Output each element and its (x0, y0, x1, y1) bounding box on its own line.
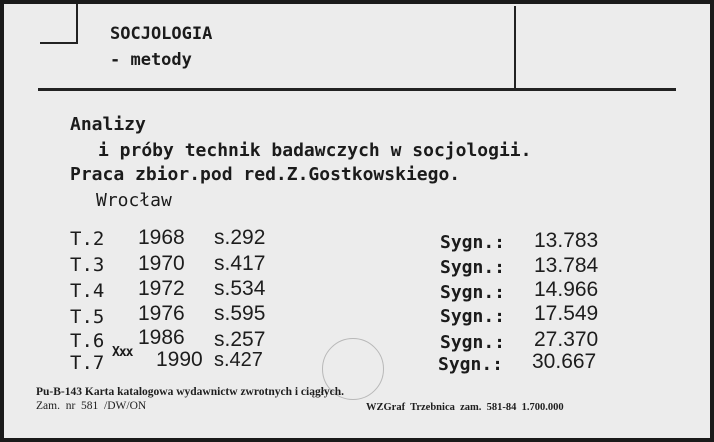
signature-label: Sygn.: (438, 354, 504, 375)
signature-label: Sygn.: (440, 257, 506, 278)
signature-label: Sygn.: (440, 306, 506, 327)
volume-year: 1976 (138, 302, 185, 325)
overstrike-mark: Xxx (112, 345, 133, 360)
header-divider-vertical (514, 6, 516, 88)
subject-heading: SOCJOLOGIA (110, 24, 213, 44)
volume-number: T.3 (70, 254, 105, 276)
volume-year: 1990 (156, 348, 203, 371)
signature-number: 27.370 (534, 328, 599, 351)
signature-number: 17.549 (534, 302, 599, 325)
form-footer-printer: WZGraf Trzebnica zam. 581-84 1.700.000 (366, 402, 564, 413)
volume-pages: s.292 (214, 226, 266, 249)
volume-year: 1970 (138, 252, 185, 275)
volume-year: 1986 (138, 326, 185, 349)
volume-pages: s.427 (214, 349, 263, 371)
volume-pages: s.257 (214, 328, 266, 351)
catalog-card (4, 4, 710, 438)
signature-number: 14.966 (534, 278, 599, 301)
subject-subheading: - metody (110, 50, 192, 70)
volume-number: T.6 (70, 330, 105, 352)
publication-place: Wrocław (96, 190, 172, 211)
signature-label: Sygn.: (440, 232, 506, 253)
signature-number: 13.784 (534, 254, 599, 277)
title-line-2: i próby technik badawczych w socjologii. (98, 140, 532, 161)
volume-pages: s.417 (214, 252, 266, 275)
title-line-1: Analizy (70, 114, 146, 135)
corner-mark (40, 4, 78, 44)
form-footer-line-1: Pu-B-143 Karta katalogowa wydawnictw zwrotnych i ciągłych. (36, 386, 345, 398)
header-rule (38, 88, 676, 91)
volume-number: T.4 (70, 280, 105, 302)
volume-year: 1968 (138, 226, 185, 249)
volume-pages: s.595 (214, 302, 266, 325)
volume-number: T.5 (70, 306, 105, 328)
signature-number: 13.783 (534, 229, 599, 252)
volume-pages: s.534 (214, 277, 266, 300)
signature-label: Sygn.: (440, 282, 506, 303)
signature-number: 30.667 (532, 350, 597, 373)
volume-number: T.7 (70, 352, 105, 374)
title-line-3: Praca zbior.pod red.Z.Gostkowskiego. (70, 164, 461, 185)
signature-label: Sygn.: (440, 332, 506, 353)
volume-number: T.2 (70, 228, 105, 250)
volume-year: 1972 (138, 277, 185, 300)
form-footer-order: Zam. nr 581 /DW/ON (36, 400, 147, 412)
